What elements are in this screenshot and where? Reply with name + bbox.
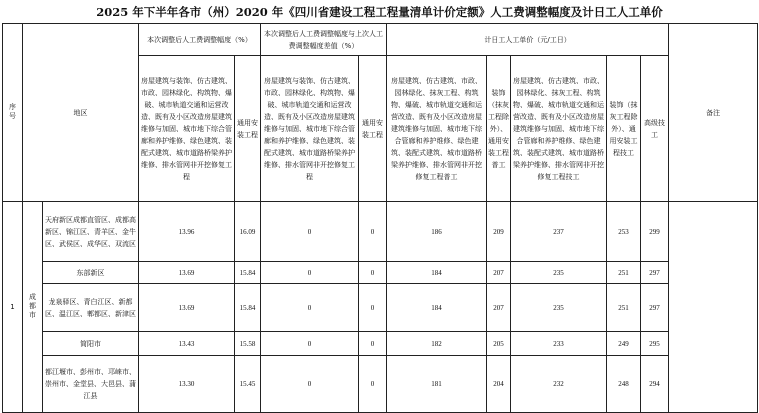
cell-district: 龙泉驿区、青白江区、新都区、温江区、郫都区、新津区: [43, 284, 139, 332]
wage-table: [2, 23, 758, 413]
header-sub-install-change: 通用安装工程: [359, 56, 387, 202]
cell-adj-change-housing: 0: [261, 284, 359, 332]
cell-adj-change-install: 0: [359, 332, 387, 356]
header-seq: 序号: [3, 24, 23, 202]
cell-daywork-3: 235: [511, 262, 607, 284]
cell-adj-change-install: 0: [359, 284, 387, 332]
header-adj-rate: 本次调整后人工费调整幅度（%）: [139, 24, 261, 56]
cell-daywork-3: 232: [511, 356, 607, 413]
table-row: [3, 332, 758, 356]
cell-daywork-5: 297: [641, 262, 669, 284]
page-title: 2025 年下半年各市（州）2020 年《四川省建设工程工程量清单计价定额》人工费调整幅度及计日工人工单价: [96, 5, 663, 19]
cell-daywork-2: 207: [487, 262, 511, 284]
cell-daywork-1: 186: [387, 202, 487, 262]
cell-district: 都江堰市、彭州市、邛崃市、崇州市、金堂县、大邑县、蒲江县: [43, 356, 139, 413]
cell-daywork-3: 235: [511, 284, 607, 332]
cell-daywork-1: 181: [387, 356, 487, 413]
cell-adj-rate-install: 16.09: [235, 202, 261, 262]
cell-daywork-2: 209: [487, 202, 511, 262]
cell-adj-change-housing: 0: [261, 202, 359, 262]
header-region: 地区: [23, 24, 139, 202]
cell-daywork-4: 251: [607, 284, 641, 332]
cell-daywork-1: 182: [387, 332, 487, 356]
header-daywork-plaster-skill: 装饰（抹灰工程除外）、通用安装工程技工: [607, 56, 641, 202]
cell-remark: [669, 202, 758, 413]
header-daywork-housing-skill: 房屋建筑、仿古建筑、市政、园林绿化、抹灰工程、构筑物、爆破、城市轨道交通和运营改造、既有及小区改造房屋建筑维修与加固、城市地下综合管廊和养护维修、绿色建筑、装配式建筑、城市道路桥梁养护维修、排水管网非开挖修复工程技工: [511, 56, 607, 202]
cell-daywork-4: 248: [607, 356, 641, 413]
table-row: [3, 262, 758, 284]
cell-district: 天府新区成都直管区、成都高新区、锦江区、青羊区、金牛区、武侯区、成华区、双流区: [43, 202, 139, 262]
cell-adj-change-install: 0: [359, 262, 387, 284]
cell-adj-rate-housing: 13.43: [139, 332, 235, 356]
cell-daywork-2: 204: [487, 356, 511, 413]
header-daywork-housing: 房屋建筑、仿古建筑、市政、园林绿化、抹灰工程、构筑物、爆破、城市轨道交通和运营改造、既有及小区改造房屋建筑维修与加固、城市地下综合管廊和养护维修、绿色建筑、装配式建筑、城市道路桥梁养护维修、排水管网非开挖修复工程普工: [387, 56, 487, 202]
cell-adj-rate-install: 15.45: [235, 356, 261, 413]
table-row: [3, 284, 758, 332]
header-senior: 高级技工: [641, 56, 669, 202]
table-row: [3, 202, 758, 262]
cell-daywork-5: 295: [641, 332, 669, 356]
header-remark: 备注: [669, 24, 758, 202]
cell-adj-rate-housing: 13.69: [139, 262, 235, 284]
header-adj-change: 本次调整后人工费调整幅度与上次人工费调整幅度差值（%）: [261, 24, 387, 56]
cell-adj-change-housing: 0: [261, 356, 359, 413]
cell-district: 东部新区: [43, 262, 139, 284]
cell-seq: 1: [3, 202, 23, 413]
cell-daywork-4: 251: [607, 262, 641, 284]
cell-daywork-4: 253: [607, 202, 641, 262]
cell-daywork-2: 205: [487, 332, 511, 356]
cell-daywork-1: 184: [387, 262, 487, 284]
cell-adj-rate-install: 15.84: [235, 284, 261, 332]
cell-adj-rate-housing: 13.30: [139, 356, 235, 413]
cell-daywork-5: 294: [641, 356, 669, 413]
cell-adj-change-install: 0: [359, 356, 387, 413]
table-row: [3, 356, 758, 413]
header-sub-housing-change: 房屋建筑与装饰、仿古建筑、市政、园林绿化、构筑物、爆破、城市轨道交通和运营改造、既有及小区改造房屋建筑维修与加固、城市地下综合管廊和养护维修、绿色建筑、装配式建筑、城市道路桥梁养护维修、排水管网非开挖修复工程: [261, 56, 359, 202]
header-daywork-plaster: 装饰（抹灰工程除外）、通用安装工程普工: [487, 56, 511, 202]
cell-adj-change-housing: 0: [261, 332, 359, 356]
cell-adj-rate-housing: 13.96: [139, 202, 235, 262]
cell-daywork-5: 299: [641, 202, 669, 262]
header-daywork: 计日工人工单价（元/工日）: [387, 24, 669, 56]
cell-adj-change-install: 0: [359, 202, 387, 262]
cell-daywork-2: 207: [487, 284, 511, 332]
header-sub-install-rate: 通用安装工程: [235, 56, 261, 202]
cell-daywork-4: 249: [607, 332, 641, 356]
header-sub-housing-rate: 房屋建筑与装饰、仿古建筑、市政、园林绿化、构筑物、爆破、城市轨道交通和运营改造、既有及小区改造房屋建筑维修与加固、城市地下综合管廊和养护维修、绿色建筑、装配式建筑、城市道路桥梁养护维修、排水管网非开挖修复工程: [139, 56, 235, 202]
cell-city: 成都市: [23, 202, 43, 413]
cell-daywork-1: 184: [387, 284, 487, 332]
cell-adj-rate-housing: 13.69: [139, 284, 235, 332]
cell-adj-rate-install: 15.84: [235, 262, 261, 284]
cell-daywork-3: 233: [511, 332, 607, 356]
cell-adj-change-housing: 0: [261, 262, 359, 284]
cell-daywork-3: 237: [511, 202, 607, 262]
cell-daywork-5: 297: [641, 284, 669, 332]
cell-district: 简阳市: [43, 332, 139, 356]
cell-adj-rate-install: 15.58: [235, 332, 261, 356]
